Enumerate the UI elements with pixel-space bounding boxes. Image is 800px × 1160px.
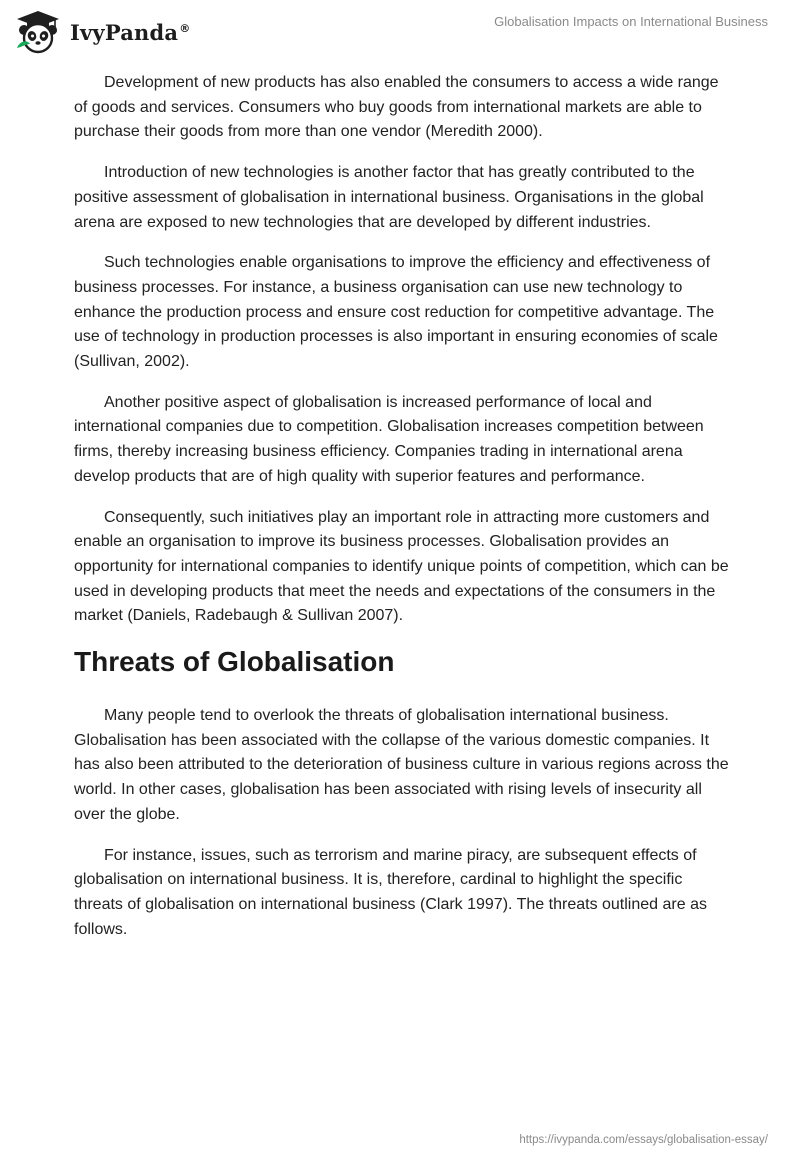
paragraph-competition: Another positive aspect of globalisation is increased performance of local and international companies due to competition. Globalisation increases competition between firms, thereby increasing business efficiency. Companies trading in international arena develop products that are of high quality with superior features and performance.: [74, 393, 704, 485]
document-title: Globalisation Impacts on International Business: [494, 14, 768, 29]
paragraph-new-products: Development of new products has also enabled the consumers to access a wide range of goods and services. Consumers who buy goods from international markets are able to purchase their goods from more than one vendor (Meredith 2000).: [74, 74, 719, 141]
paragraph-threats-terrorism: For instance, issues, such as terrorism and marine piracy, are subsequent effects of globalisation on international business. It is, therefore, cardinal to highlight the specific threats of globalisation on international business (Clark 1997). The threats outlined are as follows.: [74, 846, 707, 938]
brand-name: IvyPanda®: [70, 19, 191, 45]
paragraph-customers: Consequently, such initiatives play an important role in attracting more customers and enable an organisation to improve its business processes. Globalisation provides an opportunity for international companies to identify unique points of competition, which can be used in developing products that meet the needs and expectations of the consumers in the market (Daniels, Radebaugh & Sullivan 2007).: [74, 508, 729, 625]
source-url[interactable]: https://ivypanda.com/essays/globalisation-essay/: [519, 1134, 768, 1146]
page-header: [0, 0, 800, 60]
panda-graduate-icon: [14, 8, 62, 56]
registered-mark: ®: [179, 21, 191, 35]
paragraph-new-technologies: Introduction of new technologies is another factor that has greatly contributed to the positive assessment of globalisation in international business. Organisations in the global arena are exposed to new technologies that are developed by different industries.: [74, 164, 704, 231]
paragraph-threats-overlook: Many people tend to overlook the threats of globalisation international business. Globalisation has been associated with the collapse of the various domestic companies. It has also been attributed to the deterioration of business culture in various regions across the world. In other cases, globalisation has been associated with rising levels of insecurity all over the globe.: [74, 707, 729, 823]
essay-content: [74, 71, 734, 958]
section-heading-threats: Threats of Globalisation: [74, 646, 395, 678]
paragraph-technology-efficiency: Such technologies enable organisations to improve the efficiency and effectiveness of business processes. For instance, a business organisation can use new technology to enhance the production process and ensure cost reduction for competitive advantage. The use of technology in production processes is also important in ensuring economies of scale (Sullivan, 2002).: [74, 254, 718, 371]
ivypanda-logo[interactable]: [14, 8, 190, 56]
